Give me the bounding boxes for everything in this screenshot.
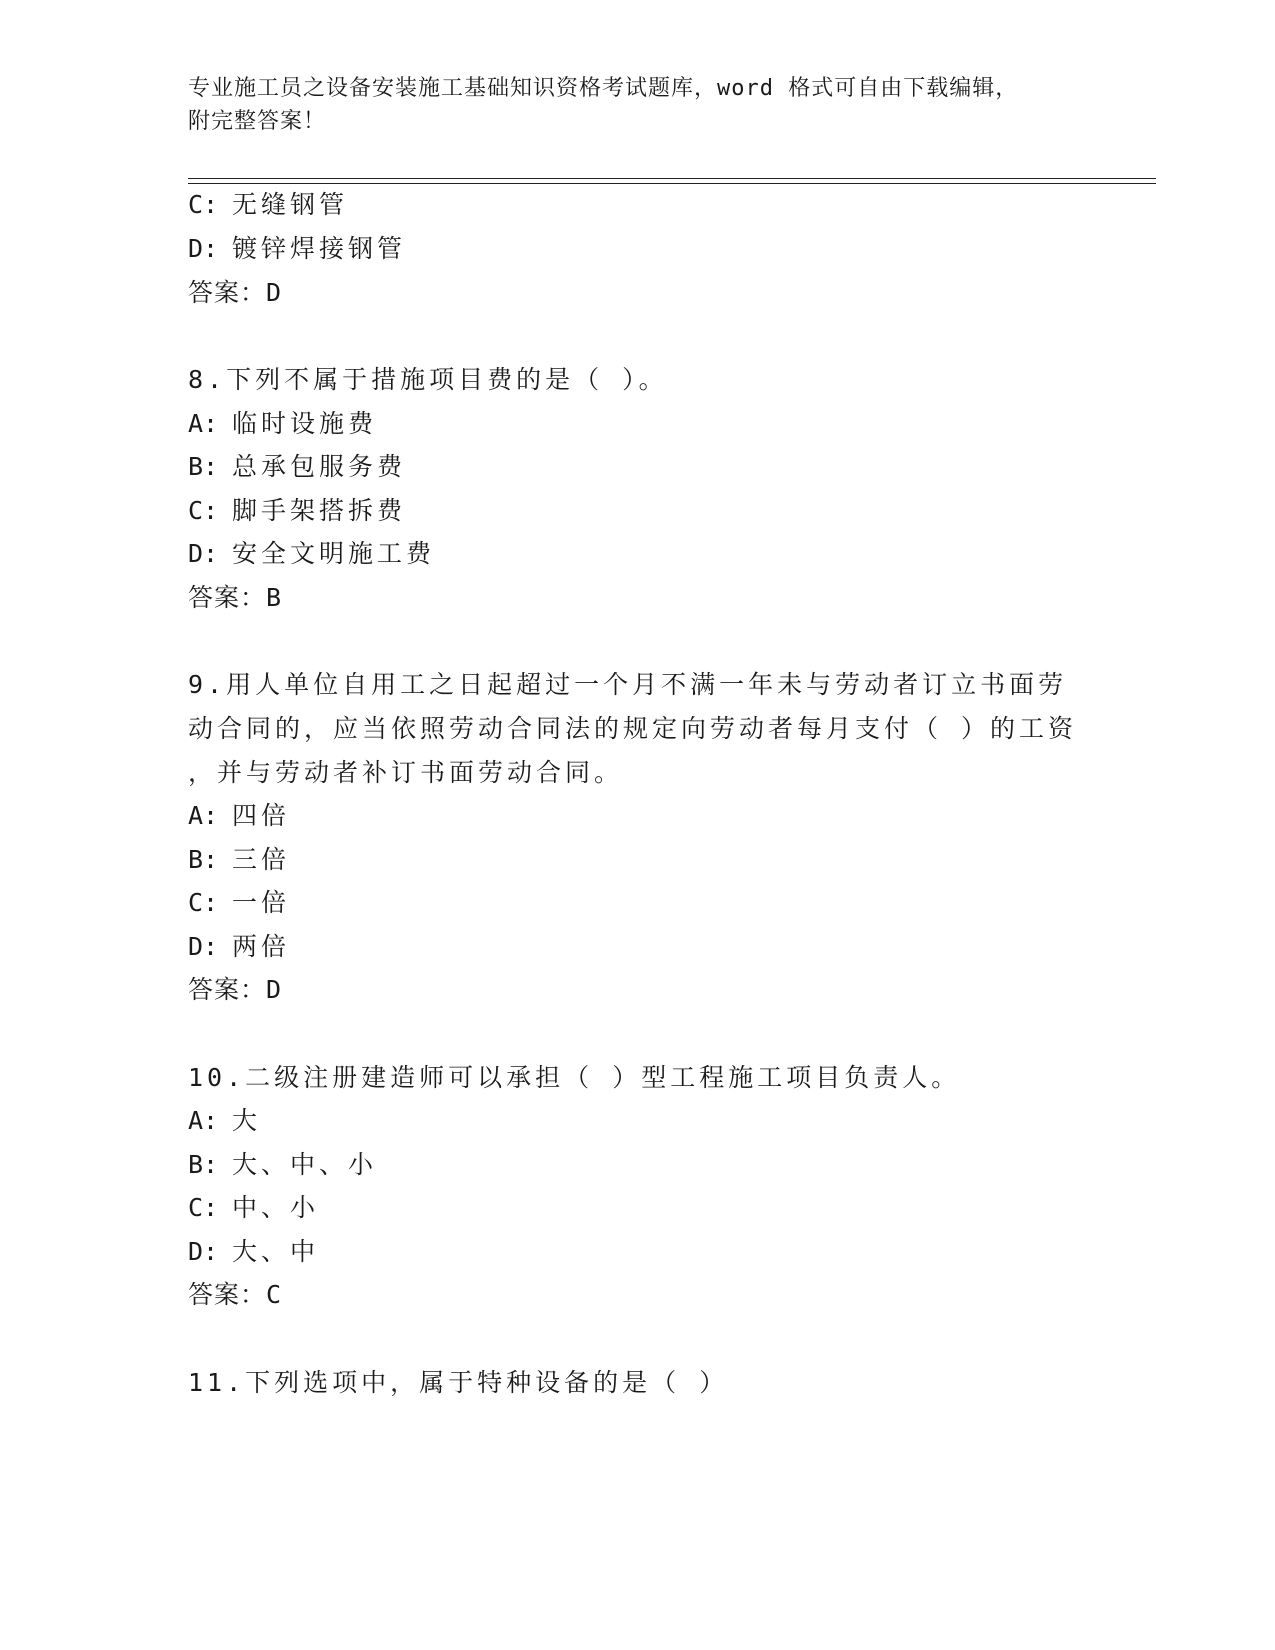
option-text: 临时设施费 xyxy=(232,409,378,438)
option-letter: D: xyxy=(188,539,219,568)
q7-option-d xyxy=(188,233,406,265)
q7-answer: 答案：D xyxy=(188,278,283,307)
option-text: 四倍 xyxy=(232,801,291,830)
q7-option-c xyxy=(188,189,348,221)
option-text: 大、中、小 xyxy=(232,1150,378,1179)
option-text: 中、小 xyxy=(232,1193,320,1222)
q9-option-b xyxy=(188,844,290,876)
option-letter: B: xyxy=(188,452,219,481)
option-letter: D: xyxy=(188,234,219,263)
option-text: 两倍 xyxy=(232,932,291,961)
option-text: 大 xyxy=(232,1106,262,1135)
q8-answer: 答案：B xyxy=(188,583,283,612)
header-line-2: 附完整答案！ xyxy=(188,109,327,134)
q9-option-a xyxy=(188,800,290,832)
option-text: 脚手架搭拆费 xyxy=(232,496,407,525)
option-text: 三倍 xyxy=(232,845,291,874)
q8-option-c xyxy=(188,495,406,527)
header-line-1: 专业施工员之设备安装施工基础知识资格考试题库，word 格式可自由下载编辑， xyxy=(188,76,1019,101)
option-text: 无缝钢管 xyxy=(232,190,349,219)
document-header xyxy=(188,72,1088,138)
option-letter: A: xyxy=(188,409,219,438)
option-text: 一倍 xyxy=(232,888,291,917)
q8-option-b xyxy=(188,451,406,483)
option-letter: C: xyxy=(188,190,219,219)
q10-option-d xyxy=(188,1236,319,1268)
option-letter: C: xyxy=(188,1193,219,1222)
option-letter: A: xyxy=(188,1106,219,1135)
q10-option-c xyxy=(188,1192,319,1224)
q8-option-a xyxy=(188,408,377,440)
q9-stem-line-2: 动合同的，应当依照劳动合同法的规定向劳动者每月支付（ ）的工资 xyxy=(188,714,1078,743)
option-letter: C: xyxy=(188,888,219,917)
q10-answer: 答案：C xyxy=(188,1280,283,1309)
q10-stem: 10.二级注册建造师可以承担（ ）型工程施工项目负责人。 xyxy=(188,1063,961,1092)
option-letter: B: xyxy=(188,1150,219,1179)
q10-option-b xyxy=(188,1149,377,1181)
q9-answer: 答案：D xyxy=(188,975,283,1004)
q11-stem: 11.下列选项中，属于特种设备的是（ ） xyxy=(188,1368,729,1397)
q9-option-d xyxy=(188,931,290,963)
q8-option-d xyxy=(188,538,435,570)
option-text: 大、中 xyxy=(232,1237,320,1266)
option-letter: B: xyxy=(188,845,219,874)
q9-option-c xyxy=(188,887,290,919)
header-divider-top xyxy=(188,178,1156,179)
option-letter: D: xyxy=(188,1237,219,1266)
option-letter: C: xyxy=(188,496,219,525)
option-text: 总承包服务费 xyxy=(232,452,407,481)
q8-stem: 8.下列不属于措施项目费的是（ ）。 xyxy=(188,365,668,394)
option-letter: A: xyxy=(188,801,219,830)
q10-option-a xyxy=(188,1105,261,1137)
q9-stem-line-1: 9.用人单位自用工之日起超过一个月不满一年未与劳动者订立书面劳 xyxy=(188,670,1068,699)
option-text: 安全文明施工费 xyxy=(232,539,436,568)
option-letter: D: xyxy=(188,932,219,961)
header-divider-bottom xyxy=(188,183,1156,184)
q9-stem-line-3: ，并与劳动者补订书面劳动合同。 xyxy=(188,758,624,787)
option-text: 镀锌焊接钢管 xyxy=(232,234,407,263)
